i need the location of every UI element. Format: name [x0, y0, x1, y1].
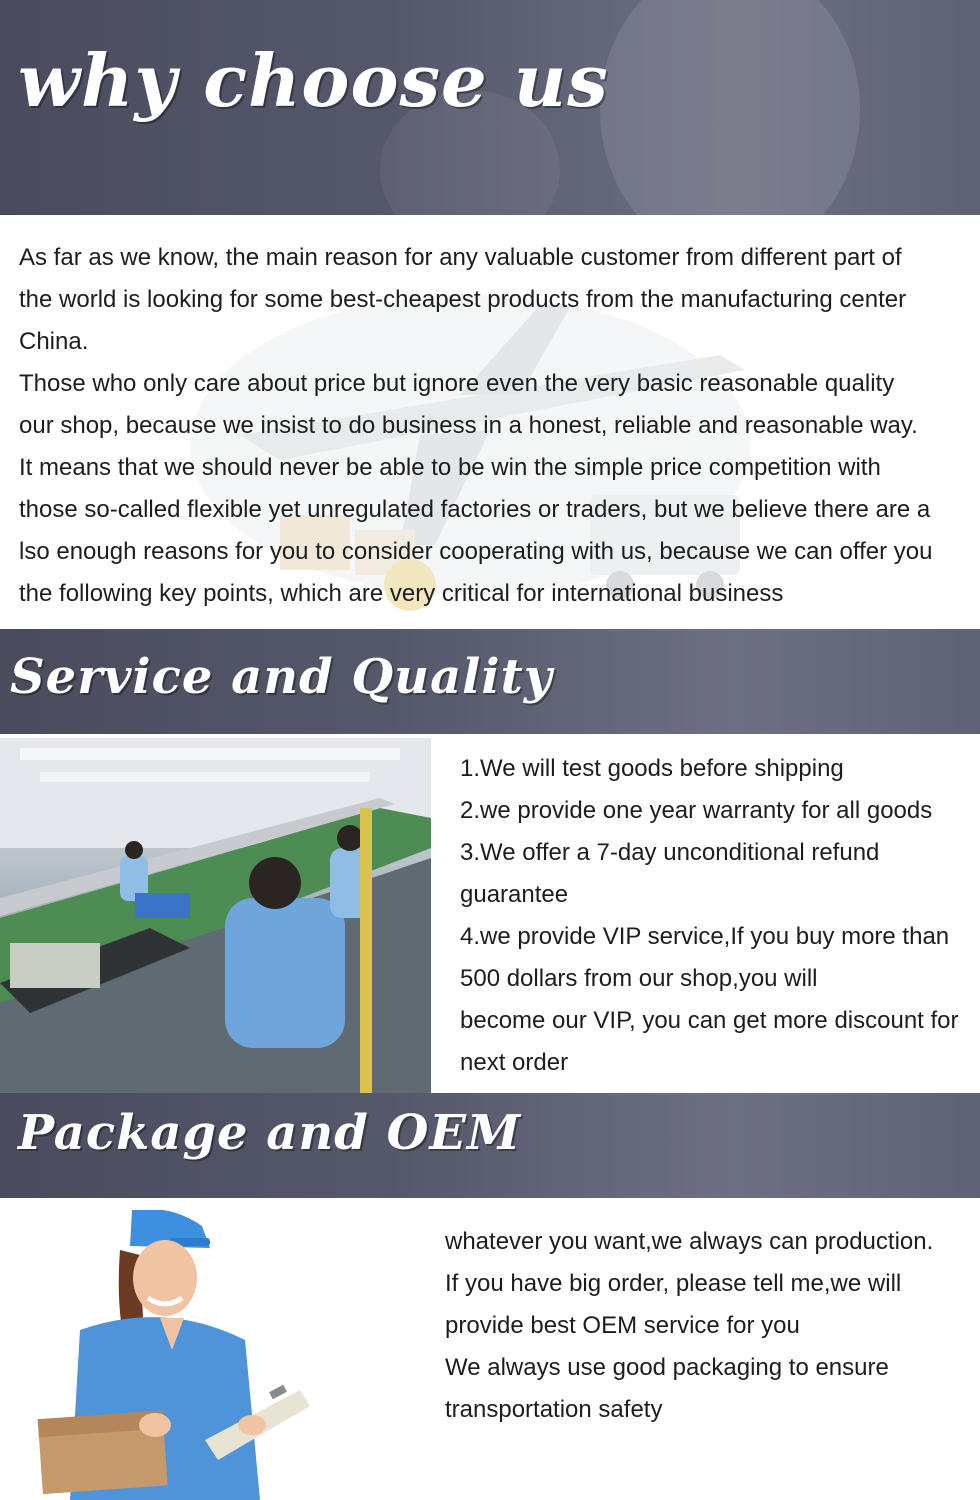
service-list [460, 748, 980, 1084]
faded-portrait-art [600, 0, 860, 215]
package-line: We always use good packaging to ensure [445, 1354, 889, 1381]
package-line: provide best OEM service for you [445, 1312, 800, 1339]
delivery-woman-art [20, 1210, 320, 1500]
service-item: guarantee [460, 881, 569, 908]
intro-line: As far as we know, the main reason for any valuable customer from different part of [19, 244, 902, 271]
package-oem-banner [0, 1093, 980, 1198]
package-line: whatever you want,we always can production. [445, 1228, 934, 1255]
intro-line: our shop, because we insist to do business in a honest, reliable and reasonable way. [19, 412, 918, 439]
package-line: If you have big order, please tell me,we will [445, 1270, 902, 1297]
delivery-worker-photo [20, 1210, 320, 1500]
package-line: transportation safety [445, 1396, 663, 1423]
intro-paragraph [19, 237, 964, 615]
service-item: 500 dollars from our shop,you will [460, 965, 818, 992]
service-item: next order [460, 1049, 569, 1076]
factory-photo [0, 738, 431, 1093]
service-item: become our VIP, you can get more discount for [460, 1007, 959, 1034]
service-item: 2.we provide one year warranty for all goods [460, 797, 933, 824]
service-quality-heading: Service and Quality [10, 649, 553, 705]
intro-section [0, 215, 980, 629]
service-item: 3.We offer a 7-day unconditional refund [460, 839, 880, 866]
intro-line: It means that we should never be able to be win the simple price competition with [19, 454, 881, 481]
intro-line: Those who only care about price but ignore even the very basic reasonable quality [19, 370, 895, 397]
why-choose-us-banner [0, 0, 980, 215]
intro-line: lso enough reasons for you to consider cooperating with us, because we can offer you [19, 538, 933, 565]
intro-line: those so-called flexible yet unregulated factories or traders, but we believe there are a [19, 496, 931, 523]
package-oem-paragraph [445, 1221, 975, 1431]
intro-line: the following key points, which are very critical for international business [19, 580, 784, 607]
factory-assembly-line-art [0, 738, 431, 1093]
service-item: 1.We will test goods before shipping [460, 755, 844, 782]
service-item: 4.we provide VIP service,If you buy more than [460, 923, 950, 950]
service-quality-banner [0, 629, 980, 734]
why-choose-us-heading: why choose us [18, 38, 609, 123]
intro-line: the world is looking for some best-cheapest products from the manufacturing center [19, 286, 907, 313]
package-oem-heading: Package and OEM [18, 1105, 522, 1161]
intro-line: China. [19, 328, 89, 355]
